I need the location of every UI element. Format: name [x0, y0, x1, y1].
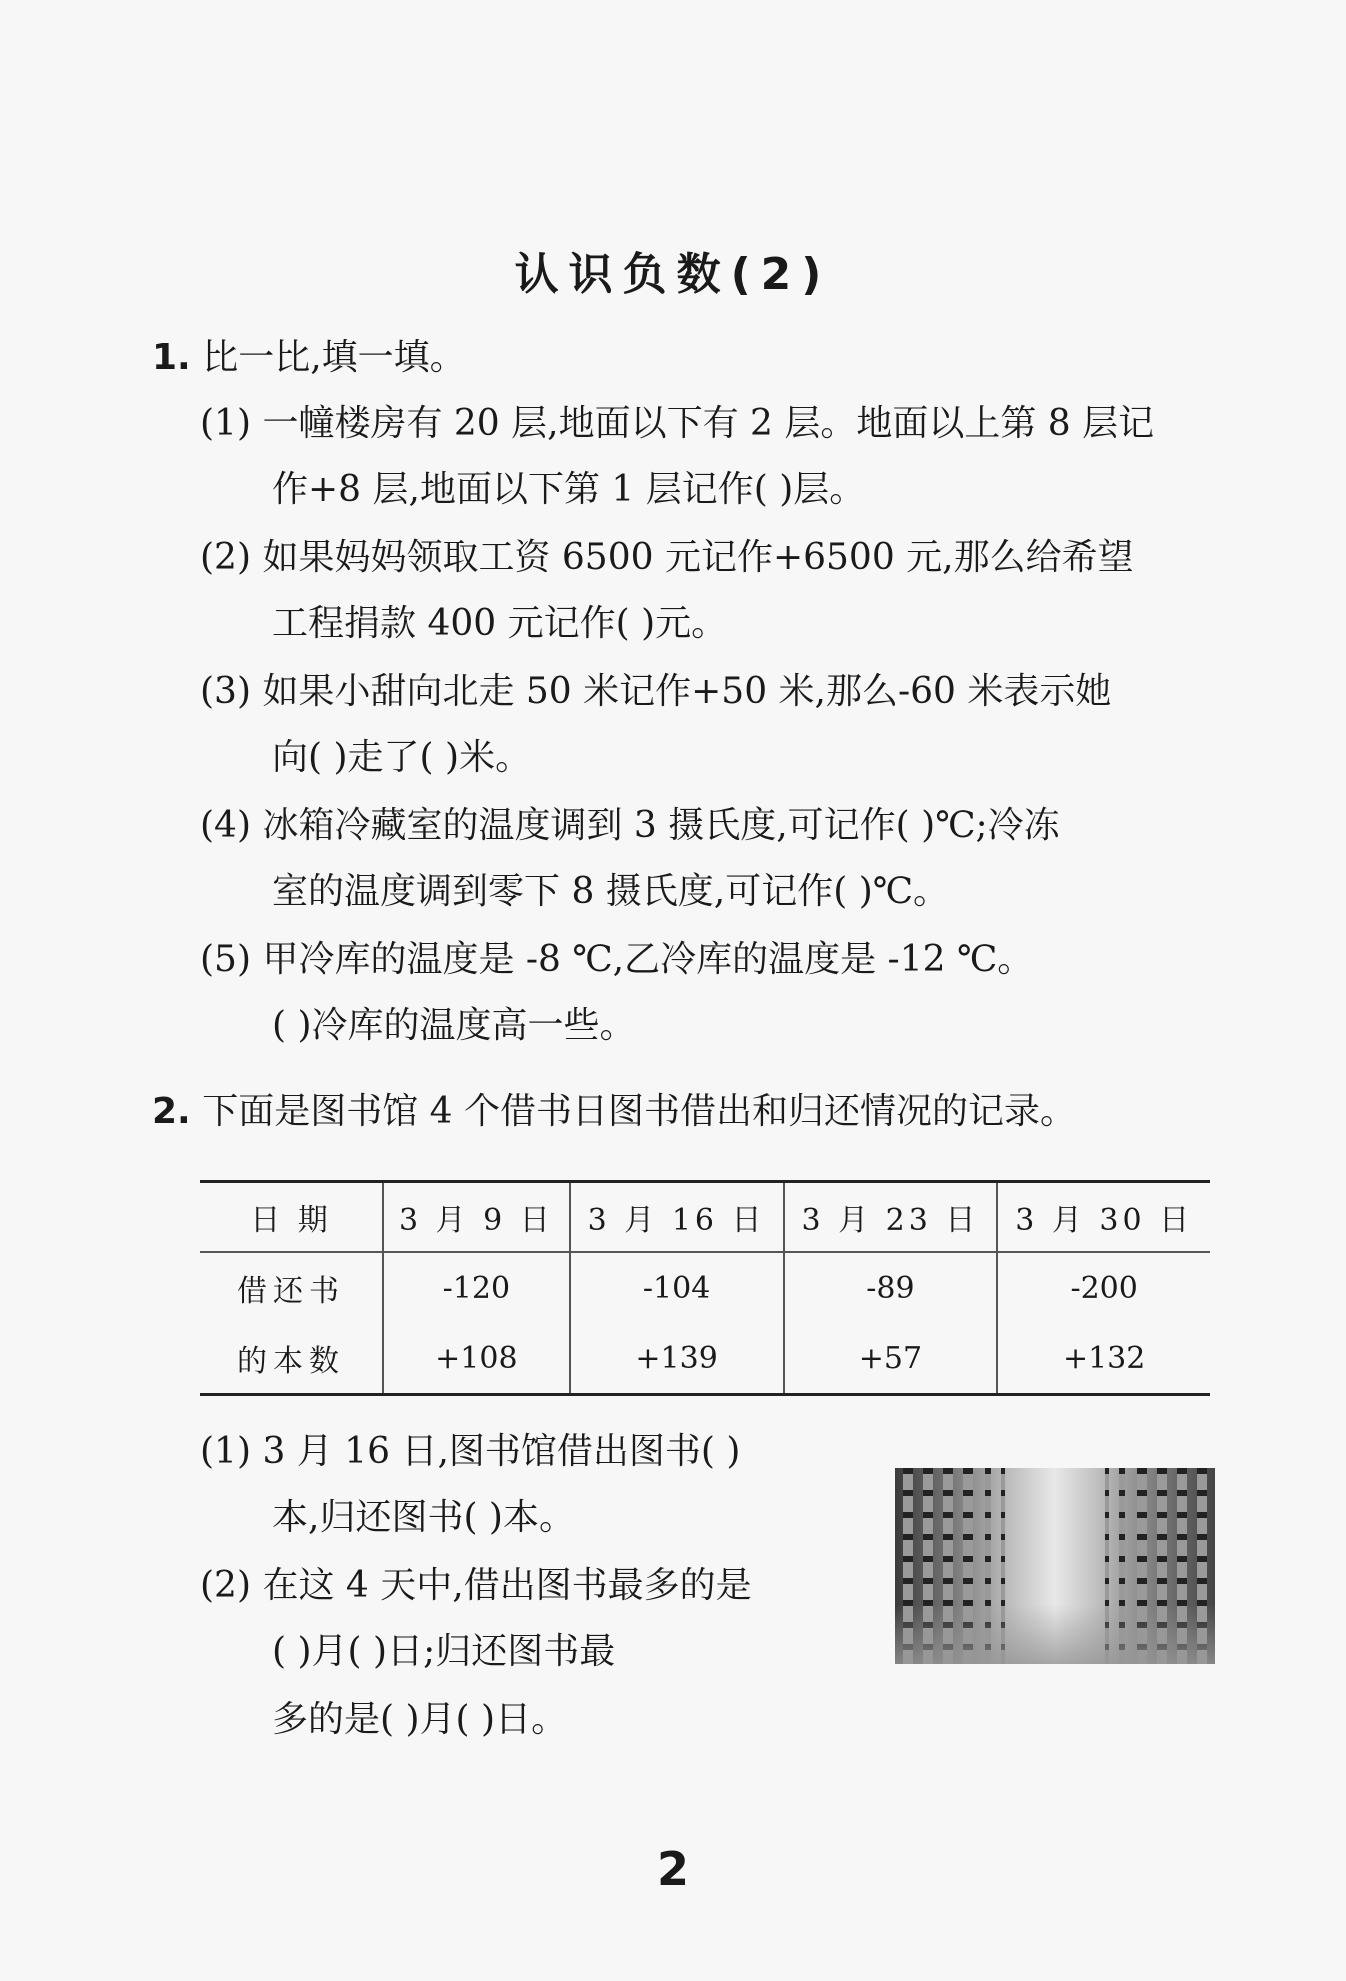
- q2-item-2-line-1: (2) 在这 4 天中,借出图书最多的是: [200, 1565, 752, 1606]
- q1-item-1-line-1: (1) 一幢楼房有 20 层,地面以下有 2 层。地面以上第 8 层记: [200, 403, 1155, 444]
- table-header-cell: 3 月 30 日: [997, 1182, 1210, 1253]
- q1-item-3-line-2: 向( )走了( )米。: [272, 737, 532, 778]
- q2-item-1-line-1: (1) 3 月 16 日,图书馆借出图书( ): [200, 1431, 741, 1472]
- table-row: [200, 1252, 1210, 1323]
- question-2-number: 2.: [152, 1091, 191, 1132]
- row-label: 借还书: [237, 1274, 345, 1309]
- q1-item-5-line-2: ( )冷库的温度高一些。: [272, 1005, 636, 1046]
- question-1-number: 1.: [152, 337, 191, 378]
- question-1-text: 比一比,填一填。: [202, 337, 466, 378]
- page-title: 认识负数(2): [514, 249, 832, 300]
- table-header-cell: 3 月 23 日: [784, 1182, 998, 1253]
- q1-item-2-line-1: (2) 如果妈妈领取工资 6500 元记作+6500 元,那么给希望: [200, 537, 1134, 578]
- table-header-cell: 3 月 9 日: [383, 1182, 570, 1253]
- table-header-cell: 3 月 16 日: [570, 1182, 784, 1253]
- library-shelves-photo: [895, 1468, 1215, 1664]
- question-2-prompt: [152, 1090, 1076, 1134]
- q1-item-4-line-1: (4) 冰箱冷藏室的温度调到 3 摄氏度,可记作( )℃;冷冻: [200, 805, 1060, 846]
- table-header-cell: 日 期: [200, 1182, 383, 1253]
- table-header-row: [200, 1182, 1210, 1253]
- q1-item-1-line-2: 作+8 层,地面以下第 1 层记作( )层。: [272, 469, 866, 510]
- q1-item-2-line-2: 工程捐款 400 元记作( )元。: [272, 603, 728, 644]
- q2-item-2-line-3: 多的是( )月( )日。: [272, 1699, 568, 1740]
- table-cell: -200: [997, 1252, 1210, 1323]
- table-cell: +132: [997, 1323, 1210, 1395]
- table-cell: +108: [383, 1323, 570, 1395]
- q2-item-1-line-2: 本,归还图书( )本。: [272, 1497, 575, 1538]
- question-2-text: 下面是图书馆 4 个借书日图书借出和归还情况的记录。: [202, 1091, 1076, 1132]
- table-cell: +57: [784, 1323, 998, 1395]
- q1-item-3-line-1: (3) 如果小甜向北走 50 米记作+50 米,那么-60 米表示她: [200, 671, 1112, 712]
- library-records-table: [200, 1180, 1210, 1396]
- q1-item-4-line-2: 室的温度调到零下 8 摄氏度,可记作( )℃。: [272, 871, 950, 912]
- table-cell: -104: [570, 1252, 784, 1323]
- table-cell: -120: [383, 1252, 570, 1323]
- row-label: 的本数: [200, 1323, 383, 1395]
- table-cell: -89: [784, 1252, 998, 1323]
- q1-item-5-line-1: (5) 甲冷库的温度是 -8 ℃,乙冷库的温度是 -12 ℃。: [200, 939, 1034, 980]
- table-row: [200, 1323, 1210, 1395]
- page-number: 2: [656, 1842, 689, 1896]
- q2-item-2-line-2: ( )月( )日;归还图书最: [272, 1631, 616, 1672]
- table-cell: +139: [570, 1323, 784, 1395]
- question-1-prompt: [152, 336, 466, 380]
